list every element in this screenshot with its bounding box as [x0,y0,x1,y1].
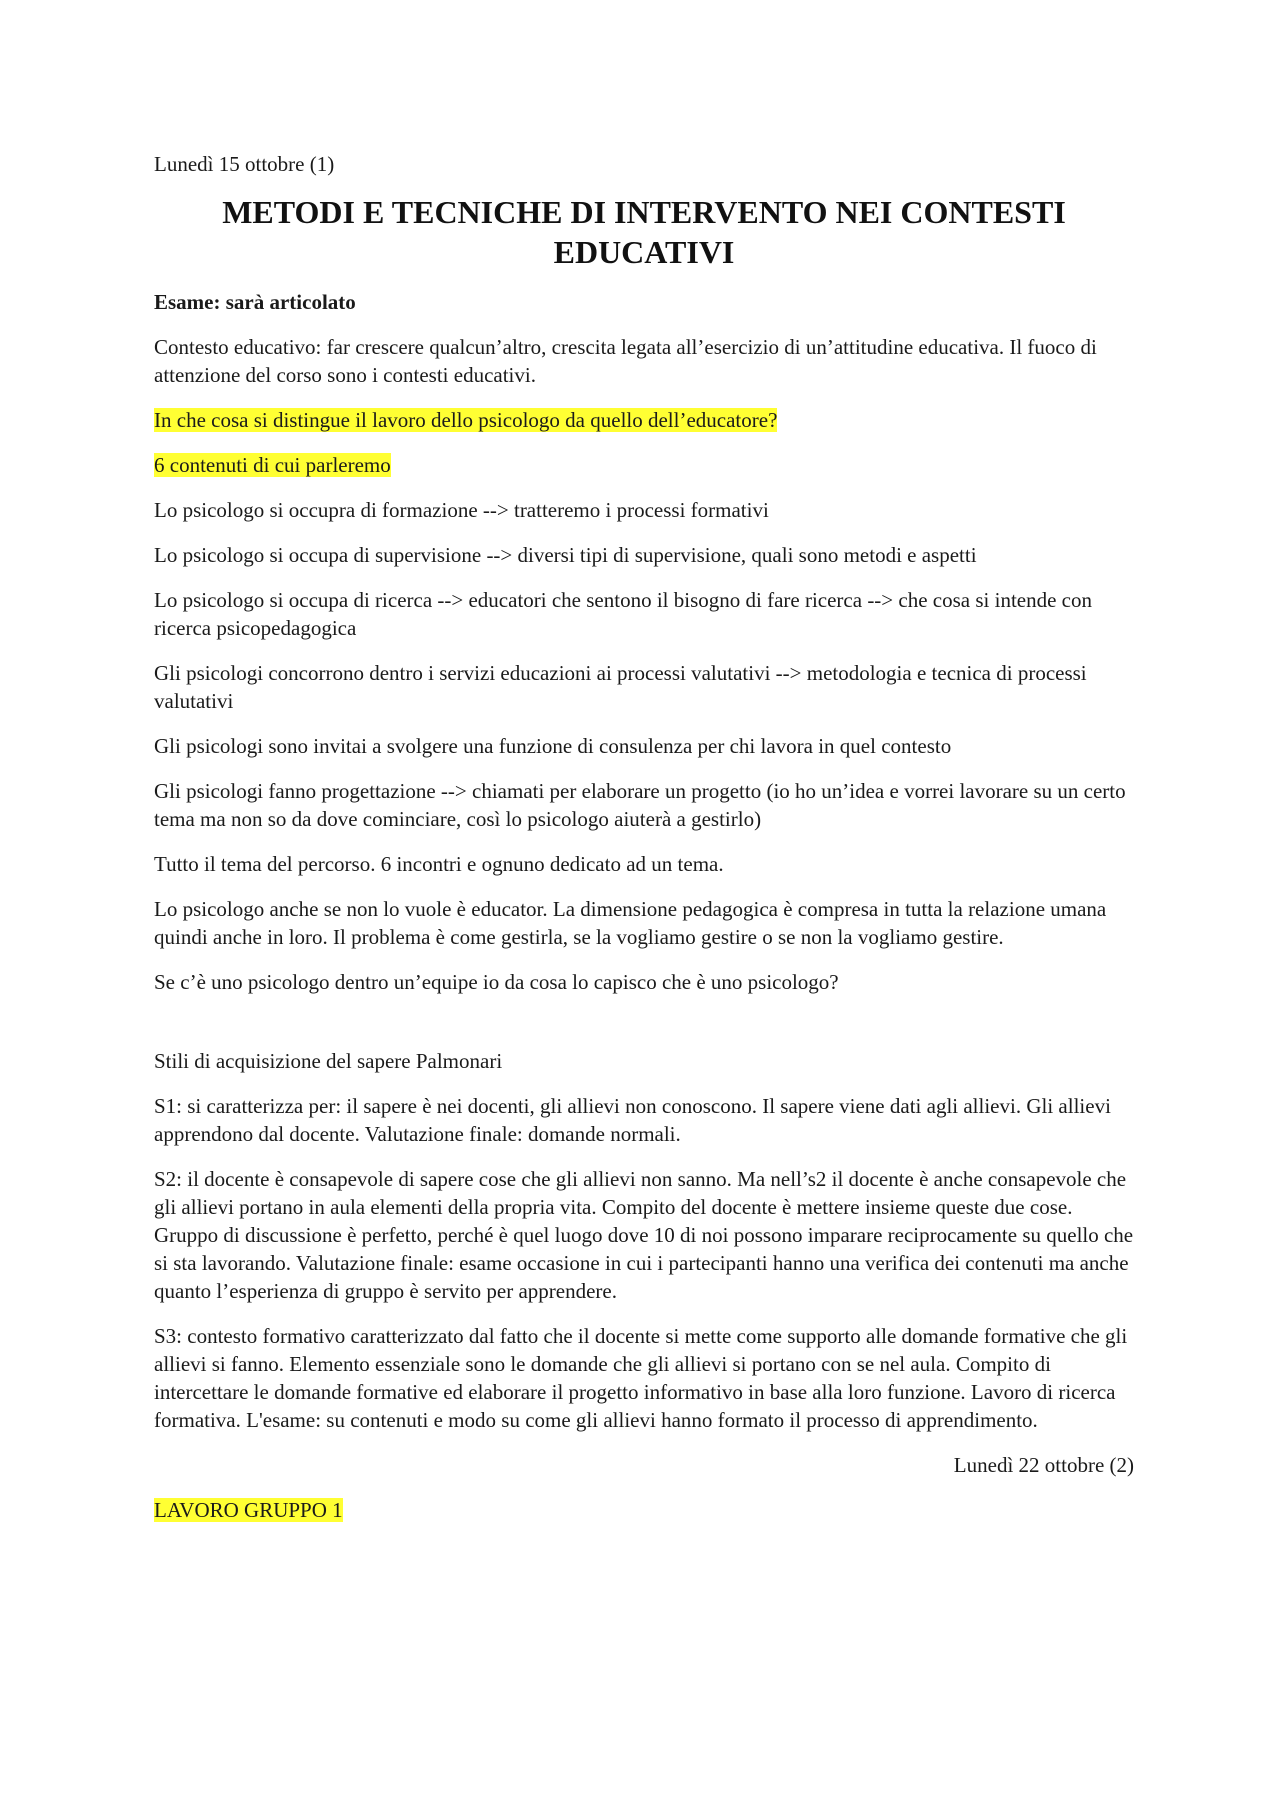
lesson-date-2: Lunedì 22 ottobre (2) [953,1453,1134,1477]
highlighted-question [154,406,1134,434]
paragraph-training: Lo psicologo si occupra di formazione --> tratteremo i processi formativi [154,498,769,522]
paragraph-evaluation: Gli psicologi concorrono dentro i servizi educazioni ai processi valutativi --> metodologia e tecnica di processi valutativi [154,661,1087,713]
document-page [154,150,1134,1541]
lesson-date-1: Lunedì 15 ottobre (1) [154,152,335,176]
paragraph-supervision: Lo psicologo si occupa di supervisione --> diversi tipi di supervisione, quali sono metodi e aspetti [154,543,977,567]
highlighted-group-work [154,1496,1134,1524]
highlighted-group-work-text: LAVORO GRUPPO 1 [154,1498,343,1522]
paragraph-planning: Gli psicologi fanno progettazione --> chiamati per elaborare un progetto (io ho un’idea e vorrei lavorare su un certo tema ma non so da dove cominciare, così lo psicologo aiuterà a gestirlo) [154,779,1126,831]
paragraph-course-theme: Tutto il tema del percorso. 6 incontri e ognuno dedicato ad un tema. [154,852,724,876]
paragraph-consulting: Gli psicologi sono invitai a svolgere una funzione di consulenza per chi lavora in quel contesto [154,734,952,758]
blank-line [154,1013,1134,1047]
paragraph-educator: Lo psicologo anche se non lo vuole è educator. La dimensione pedagogica è compresa in tutta la relazione umana quindi anche in loro. Il problema è come gestirla, se la vogliamo gestire o se non la vogliamo gestire. [154,897,1107,949]
paragraph-research: Lo psicologo si occupa di ricerca --> educatori che sentono il bisogno di fare ricerca --> che cosa si intende con ricerca psicopedagogica [154,588,1092,640]
highlighted-contents-text: 6 contenuti di cui parleremo [154,453,391,477]
highlighted-contents [154,451,1134,479]
paragraph-style-s2: S2: il docente è consapevole di sapere cose che gli allievi non sanno. Ma nell’s2 il docente è anche consapevole che gli allievi portano in aula elementi della propria vita. Compito del docente è mettere insieme queste due cose. Gruppo di discussione è perfetto, perché è quel luogo dove 10 di noi possono imparare reciprocamente su quello che si sta lavorando. Valutazione finale: esame occasione in cui i partecipanti hanno una verifica dei contenuti ma anche quanto l’esperienza di gruppo è servito per apprendere. [154,1167,1134,1303]
paragraph-equipe-question: Se c’è uno psicologo dentro un’equipe io da cosa lo capisco che è uno psicologo? [154,970,839,994]
paragraph-style-s1: S1: si caratterizza per: il sapere è nei docenti, gli allievi non conoscono. Il sapere viene dati agli allievi. Gli allievi apprendono dal docente. Valutazione finale: domande normali. [154,1094,1111,1146]
paragraph-learning-styles: Stili di acquisizione del sapere Palmonari [154,1049,503,1073]
exam-heading: Esame: sarà articolato [154,290,356,314]
paragraph-educational-context: Contesto educativo: far crescere qualcun’altro, crescita legata all’esercizio di un’attitudine educativa. Il fuoco di attenzione del corso sono i contesti educativi. [154,335,1097,387]
paragraph-style-s3: S3: contesto formativo caratterizzato dal fatto che il docente si mette come supporto alle domande formative che gli allievi si fanno. Elemento essenziale sono le domande che gli allievi si portano con se nel aula. Compito di intercettare le domande formative ed elaborare il progetto informativo in base alla loro funzione. Lavoro di ricerca formativa. L'esame: su contenuti e modo su come gli allievi hanno formato il processo di apprendimento. [154,1324,1128,1432]
document-title: METODI E TECNICHE DI INTERVENTO NEI CONTESTI EDUCATIVI [222,194,1066,270]
highlighted-question-text: In che cosa si distingue il lavoro dello psicologo da quello dell’educatore? [154,408,778,432]
